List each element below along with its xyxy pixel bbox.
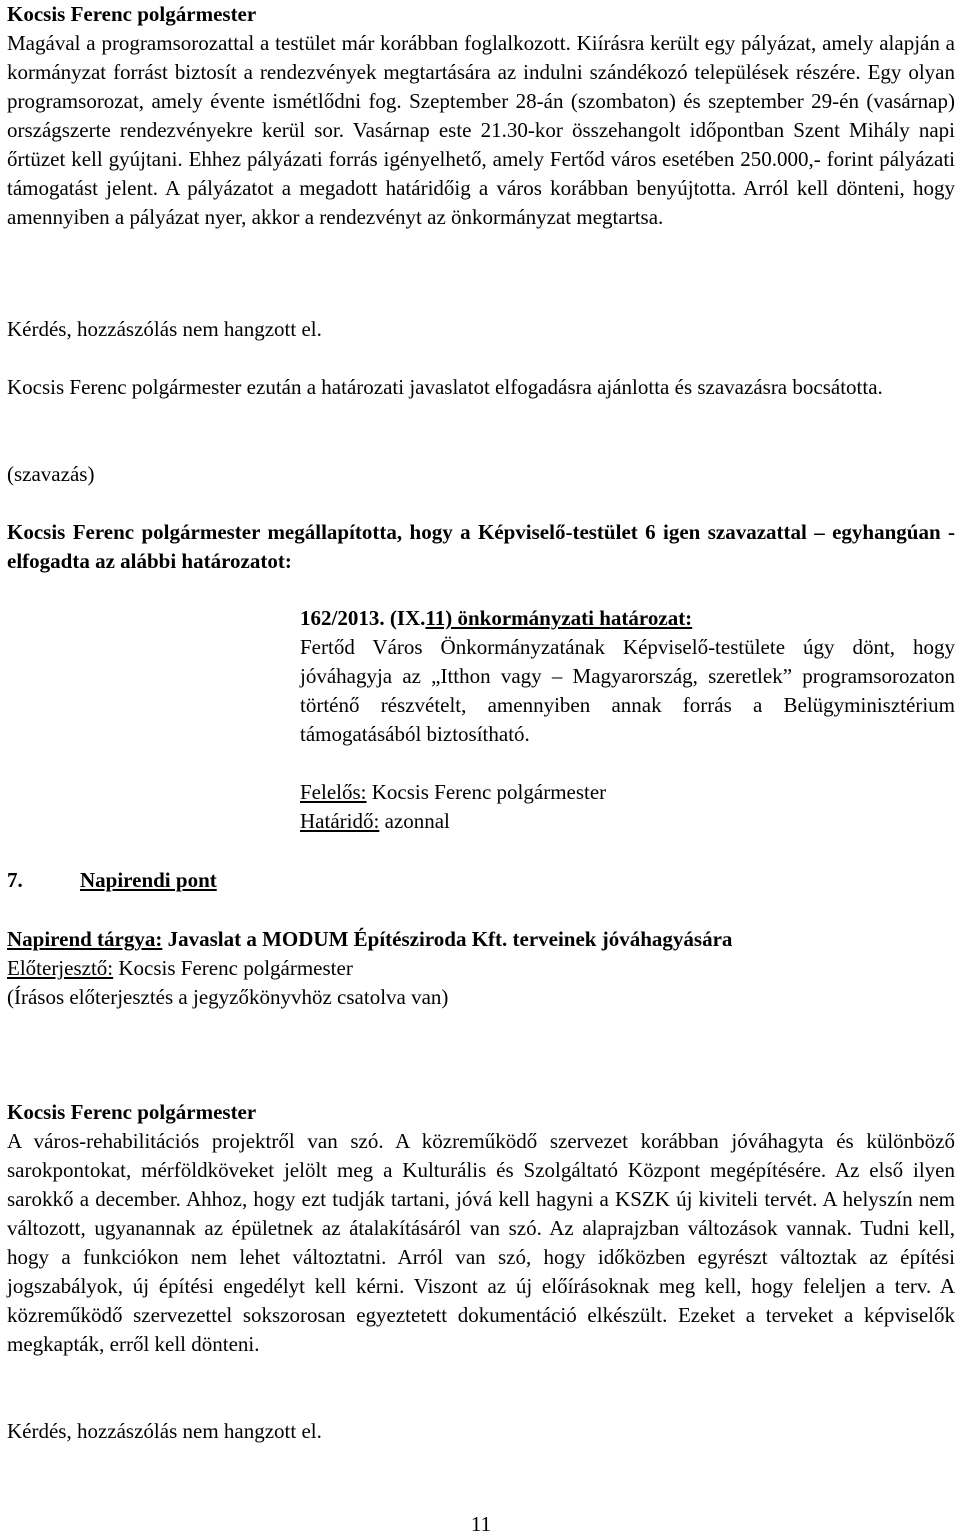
proposal-paragraph: Kocsis Ferenc polgármester ezután a határozati javaslatot elfogadásra ajánlotta és szavazásra bocsátotta. [7,375,883,399]
section-mayor-statement-1 [7,0,955,232]
agenda-subject-label: Napirend tárgya: [7,927,163,951]
section-mayor-statement-2 [7,1098,955,1359]
statement-paragraph: Magával a programsorozattal a testület már korábban foglalkozott. Kiírásra került egy pályázat, amely alapján a kormányzat forrást biztosít a rendezvények megtartására az indulni szándékozó települések részére. Egy olyan programsorozat, amely évente ismétlődni fog. Szeptember 28-án (szombaton) és szeptember 29-én (vasárnap) országszerte rendezvényekre kerül sor. Vasárnap este 21.30-kor összehangolt időpontban Szent Mihály napi őrtüzet kell gyújtani. Ehhez pályázati forrás igényelhető, amely Fertőd város esetében 250.000,- forint pályázati támogatást jelent. A pályázatot a megadott határidőig a város korábban benyújtotta. Arról kell dönteni, hogy amennyiben a pályázat nyer, akkor a rendezvényt az önkormányzat megtartsa. [7,31,955,229]
agenda-attachment-note: (Írásos előterjesztés a jegyzőkönyvhöz csatolva van) [7,985,449,1009]
agenda-item-heading [7,866,955,895]
agenda-subject-value: Javaslat a MODUM Építésziroda Kft. terveinek jóváhagyására [162,927,733,951]
agenda-label: Napirendi pont [80,868,217,892]
deadline-line [300,807,955,836]
page-number: 11 [470,1512,492,1536]
speaker-heading: Kocsis Ferenc polgármester [7,2,257,26]
responsible-value: Kocsis Ferenc polgármester [366,780,607,804]
agenda-number: 7. [7,868,23,892]
agenda-presenter-label: Előterjesztő: [7,956,114,980]
agenda-presenter [7,954,955,983]
resolution-number [300,604,955,633]
responsible-line [300,778,955,807]
speaker-heading-2: Kocsis Ferenc polgármester [7,1100,257,1124]
resolution-block [300,604,955,836]
resolution-number-plain: 162/2013. (IX. [300,606,426,630]
agenda-presenter-value: Kocsis Ferenc polgármester [113,956,353,980]
agenda-subject [7,925,955,954]
deadline-value: azonnal [379,809,450,833]
voting-note: (szavazás) [7,462,95,486]
vote-declaration: Kocsis Ferenc polgármester megállapította, hogy a Képviselő-testület 6 igen szavazattal – egyhangúan - elfogadta az alábbi határozatot: [7,520,955,573]
no-questions-note-2: Kérdés, hozzászólás nem hangzott el. [7,1419,322,1443]
deadline-label: Határidő: [300,809,380,833]
resolution-number-underlined: 11) önkormányzati határozat: [425,606,693,630]
no-questions-note: Kérdés, hozzászólás nem hangzott el. [7,317,322,341]
resolution-text: Fertőd Város Önkormányzatának Képviselő-testülete úgy dönt, hogy jóváhagyja az „Itthon vagy – Magyarország, szeretlek” programsorozaton történő részvételt, amennyiben annak forrás a Belügyminisztérium támogatásából biztosítható. [300,635,955,746]
statement-paragraph-2: A város-rehabilitációs projektről van szó. A közreműködő szervezet korábban jóváhagyta és különböző sarokpontokat, mérföldköveket jelölt meg a Kulturális és Szolgáltató Központ megépítésére. Az első ilyen sarokkő a december. Ahhoz, hogy ezt tudják tartani, jóvá kell hagyni a KSZK új kiviteli tervét. A helyszín nem változott, ugyanannak az épületnek az átalakításáról van szó. Az alaprajzban változások vannak. Tudni kell, hogy a funkciókon nem lehet változtatni. Arról van szó, hogy időközben egyrészt változtak az építési jogszabályok, új építési engedélyt kell kérni. Viszont az új előírásoknak meg kell, hogy feleljen a terv. A közreműködő szervezettel sokszorosan egyeztetett dokumentáció elkészült. Ezeket a terveket a képviselők megkapták, erről kell dönteni. [7,1129,955,1356]
responsible-label: Felelős: [300,780,367,804]
agenda-details [7,925,955,1012]
